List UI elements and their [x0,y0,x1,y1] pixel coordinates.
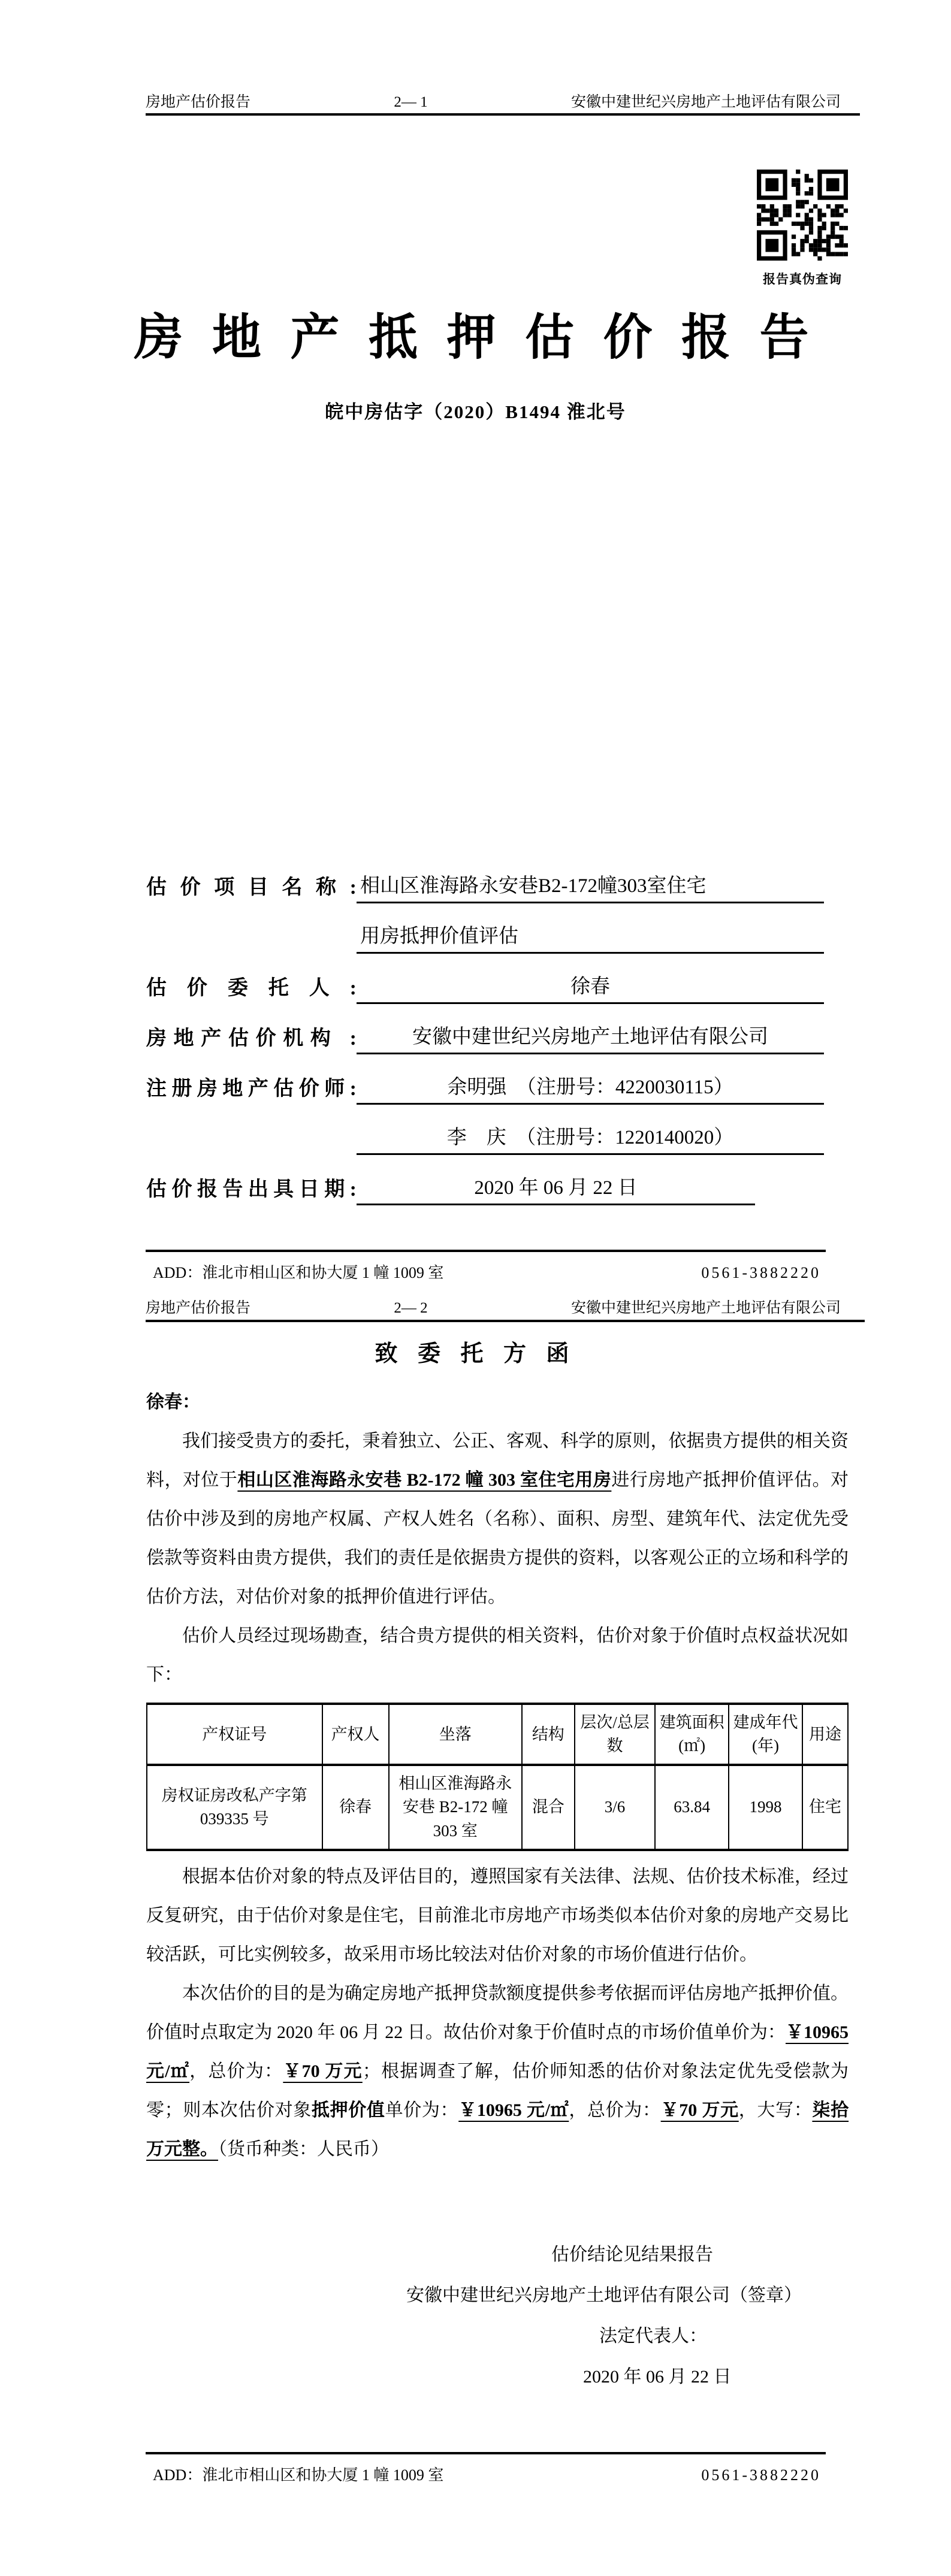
field-appraiser-label: 注册房地产估价师: [146,1078,357,1100]
cell-structure: 混合 [522,1765,575,1849]
unit-price-mortgage: ￥10965 元/㎡ [458,2100,569,2120]
report-title: 房 地 产 抵 押 估 价 报 告 [134,310,817,365]
field-client-label: 估 价 委 托 人 : [146,977,357,999]
header-page-number: 2— 1 [394,94,428,110]
para4-s6: ，大写： [738,2100,813,2120]
field-client [146,954,824,1004]
field-project-name-cont [146,903,824,954]
cell-use: 住宅 [802,1765,848,1849]
paragraph-inspection: 估价人员经过现场勘查，结合贵方提供的相关资料，估价对象于价值时点权益状况如下： [146,1626,849,1685]
field-appraiser1-value: 余明强 （注册号：4220030115） [357,1071,824,1105]
para4-s2: ，总价为： [189,2061,283,2081]
col-area: 建筑面积(㎡) [655,1704,729,1765]
closing-date: 2020 年 06 月 22 日 [583,2367,732,2387]
field-report-date [146,1155,824,1205]
closing-conclusion-note: 估价结论见结果报告 [551,2245,713,2264]
footer-rule [146,2452,826,2454]
page2-running-footer [153,2463,821,2485]
header-page-number: 2— 2 [394,1300,428,1316]
header-doc-type: 房地产估价报告 [146,94,251,110]
cell-area: 63.84 [655,1765,729,1849]
field-date-label: 估价报告出具日期: [146,1178,357,1201]
col-year: 建成年代(年) [729,1704,802,1765]
para4-s1: 本次估价的目的是为确定房地产抵押贷款额度提供参考依据而评估房地产抵押价值。价值时点取定为 2020 年 06 月 22 日。故估价对象于价值时点的市场价值单价为： [146,1983,849,2042]
header-doc-type: 房地产估价报告 [146,1300,251,1316]
field-agency-label: 房地产估价机构 : [146,1027,357,1050]
mortgage-value-term: 抵押价值 [311,2100,385,2120]
paragraph-method: 根据本估价对象的特点及评估目的，遵照国家有关法律、法规、估价技术标准，经过反复研究，由于估价对象是住宅，目前淮北市房地产市场类似本估价对象的房地产交易比较活跃，可比实例较多，故采用市场比较法对估价对象的市场价值进行估价。 [146,1866,849,1964]
field-appraiser2-value: 李 庆 （注册号：1220140020） [357,1121,824,1155]
field-project-value-line1: 相山区淮海路永安巷B2-172幢303室住宅 [357,870,824,903]
header-company-name: 安徽中建世纪兴房地产土地评估有限公司 [570,94,841,110]
cover-fields [146,853,824,1205]
col-location: 坐落 [389,1704,522,1765]
cell-cert-no: 房权证房改私产字第 039335 号 [147,1765,322,1849]
amount-in-words: 柒拾万元整。 [146,2100,849,2159]
page1-running-footer [153,1260,821,1283]
cell-location: 相山区淮海路永安巷 B2-172 幢 303 室 [389,1765,522,1849]
para4-s5: ，总价为： [569,2100,661,2120]
para1-pre: 我们接受贵方的委托，秉着独立、公正、客观、科学的原则，依据贵方提供的相关资料，对位于 [146,1431,849,1490]
total-price-mortgage: ￥70 万元 [660,2100,739,2120]
col-cert-no: 产权证号 [147,1704,322,1765]
letter-title: 致 委 托 方 函 [375,1341,576,1366]
qr-code [757,170,848,261]
para4-s3: ；根据调查了解，估价师知悉的估价对象法定优先受偿款为零；则本次估价对象 [146,2061,849,2120]
table-row [147,1765,848,1849]
unit-price-market: ￥10965 元/㎡ [146,2022,849,2081]
field-project-label: 估 价 项 目 名 称 : [146,876,357,899]
cell-floor: 3/6 [575,1765,656,1849]
col-structure: 结构 [522,1704,575,1765]
cell-owner: 徐春 [322,1765,389,1849]
footer-address: ADD：淮北市相山区和协大厦 1 幢 1009 室 [153,1264,444,1281]
header-company-name: 安徽中建世纪兴房地产土地评估有限公司 [570,1300,841,1316]
para4-s4: 单价为： [385,2100,459,2120]
para4-s7: （货币种类：人民币） [218,2139,389,2159]
field-appraiser-1 [146,1054,824,1105]
field-agency-value: 安徽中建世纪兴房地产土地评估有限公司 [357,1021,824,1054]
header-rule [146,1320,865,1322]
field-date-value: 2020 年 06 月 22 日 [357,1172,755,1205]
field-project-value-line2: 用房抵押价值评估 [357,920,824,954]
report-doc-number: 皖中房估字（2020）B1494 淮北号 [325,401,626,422]
field-client-value: 徐春 [357,970,824,1004]
footer-phone: 0561-3882220 [701,2466,821,2484]
salutation: 徐春： [146,1392,200,1412]
closing-legal-representative: 法定代表人： [599,2326,707,2346]
field-project-name [146,853,824,903]
footer-rule [146,1250,826,1252]
para1-post: 进行房地产抵押价值评估。对估价中涉及到的房地产权属、产权人姓名（名称）、面积、房型、建筑年代、法定优先受偿款等资料由贵方提供，我们的责任是依据贵方提供的资料，以客观公正的立场和科学的估价方法，对估价对象的抵押价值进行评估。 [146,1470,849,1607]
page2-running-header [146,1296,841,1317]
footer-phone: 0561-3882220 [701,1264,821,1281]
paragraph-valuation [146,1974,849,2169]
field-appraiser-2 [146,1105,824,1155]
footer-address: ADD：淮北市相山区和协大厦 1 幢 1009 室 [153,2466,444,2484]
para1-subject-property: 相山区淮海路永安巷 B2-172 幢 303 室住宅用房 [237,1470,612,1490]
field-agency [146,1004,824,1054]
letter-body [146,1383,849,2169]
col-use: 用途 [802,1704,848,1765]
total-price-market: ￥70 万元 [283,2061,363,2081]
col-floor: 层次/总层数 [575,1704,656,1765]
qr-caption: 报告真伪查询 [763,272,842,286]
property-rights-table [146,1703,849,1851]
col-owner: 产权人 [322,1704,389,1765]
paragraph-engagement [146,1422,849,1616]
closing-company-seal-line: 安徽中建世纪兴房地产土地评估有限公司（签章） [406,2285,802,2305]
header-rule [146,113,860,116]
table-header-row [147,1704,848,1765]
page1-running-header [146,90,841,111]
cell-year: 1998 [729,1765,802,1849]
